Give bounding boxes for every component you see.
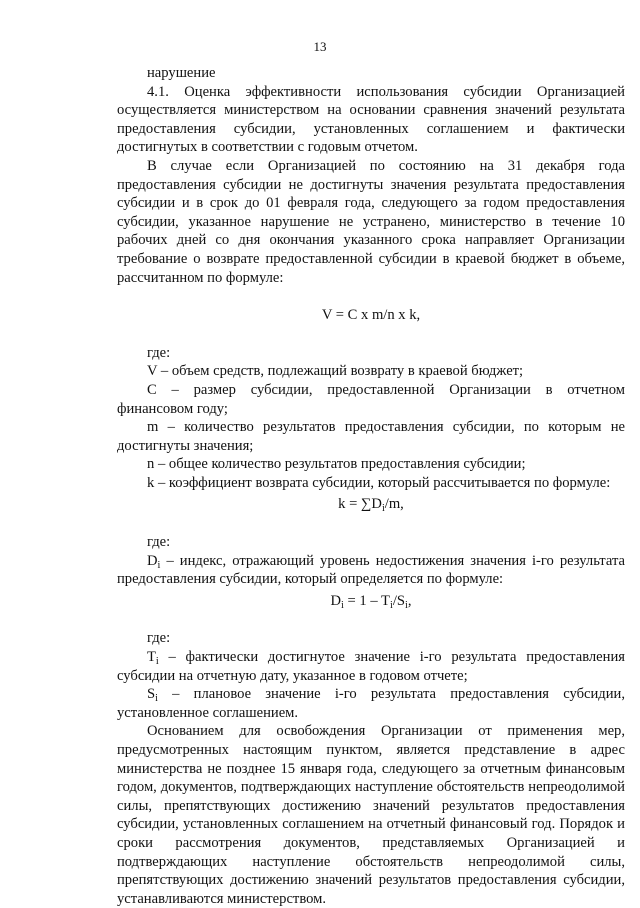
paragraph-case: В случае если Организацией по состоянию на 31 декабря года предоставления субсидии не достигнуты значения результата предоставления субсидии и в срок до 01 февраля года, следующего за годом предоставления субсидии, указанное нарушение не устранено, министерство в течение 10 рабочих дней со дня окончания указанного срока направляет Организации требование о возврате предоставленной субсидии в краевой бюджет в объеме, рассчитанном по формуле:	[117, 157, 625, 286]
where-label-1: где:	[147, 344, 171, 361]
formula-v: V = C x m/n x k,	[321, 307, 421, 324]
where-label-3: где:	[147, 630, 171, 647]
definition-c: C – размер субсидии, предоставленной Организации в отчетном финансовом году;	[117, 381, 625, 417]
formula-k: $k = \sum D_i/m$,	[338, 496, 404, 515]
definition-m: m – количество результатов предоставления субсидии, по которым не достигнуты значения;	[117, 419, 625, 454]
lead-fragment: нарушение	[147, 65, 216, 81]
definition-n: n – общее количество результатов предоставления субсидии;	[147, 456, 526, 473]
paragraph-release: Основанием для освобождения Организации от применения мер, предусмотренных настоящим пунктом, является представление в адрес министерства не позднее 15 января года, следующего за отчетным финансовым годом, документов, подтверждающих наступление обстоятельств непреодолимой силы, препятствующих достижению значений результатов предоставления субсидии, установленных соглашением на отчетный финансовый год. Порядок и сроки рассмотрения документов, представляемых Организацией и подтверждающих наступление обстоятельств непреодолимой силы, препятствующих достижению значений результатов предоставления субсидии, устанавливаются министерством.	[117, 723, 625, 907]
definition-d: $D_i$ – индекс, отражающий уровень недостижения значения i-го результата предоставления субсидии, который определяется по формуле:	[117, 552, 625, 588]
definition-v: V – объем средств, подлежащий возврату в краевой бюджет;	[147, 363, 524, 380]
definition-k: k – коэффициент возврата субсидии, который рассчитывается по формуле:	[147, 474, 611, 491]
document-body	[117, 64, 625, 908]
definition-s: $S_i$ – плановое значение i-го результата предоставления субсидии, установленное соглашением.	[117, 686, 625, 721]
definition-t: $T_i$ – фактически достигнутое значение i-го результата предоставления субсидии на отчетную дату, указанное в годовом отчете;	[117, 649, 625, 684]
paragraph-4-1: 4.1. Оценка эффективности использования субсидии Организацией осуществляется министерством на основании сравнения значений результата предоставления субсидии, установленных соглашением и фактически достигнутых в соответствии с годовым отчетом.	[117, 83, 625, 156]
formula-d: $D_i = 1 - T_i/S_i$,	[330, 592, 412, 611]
page-number: 13	[313, 39, 327, 54]
where-label-2: где:	[147, 534, 171, 551]
